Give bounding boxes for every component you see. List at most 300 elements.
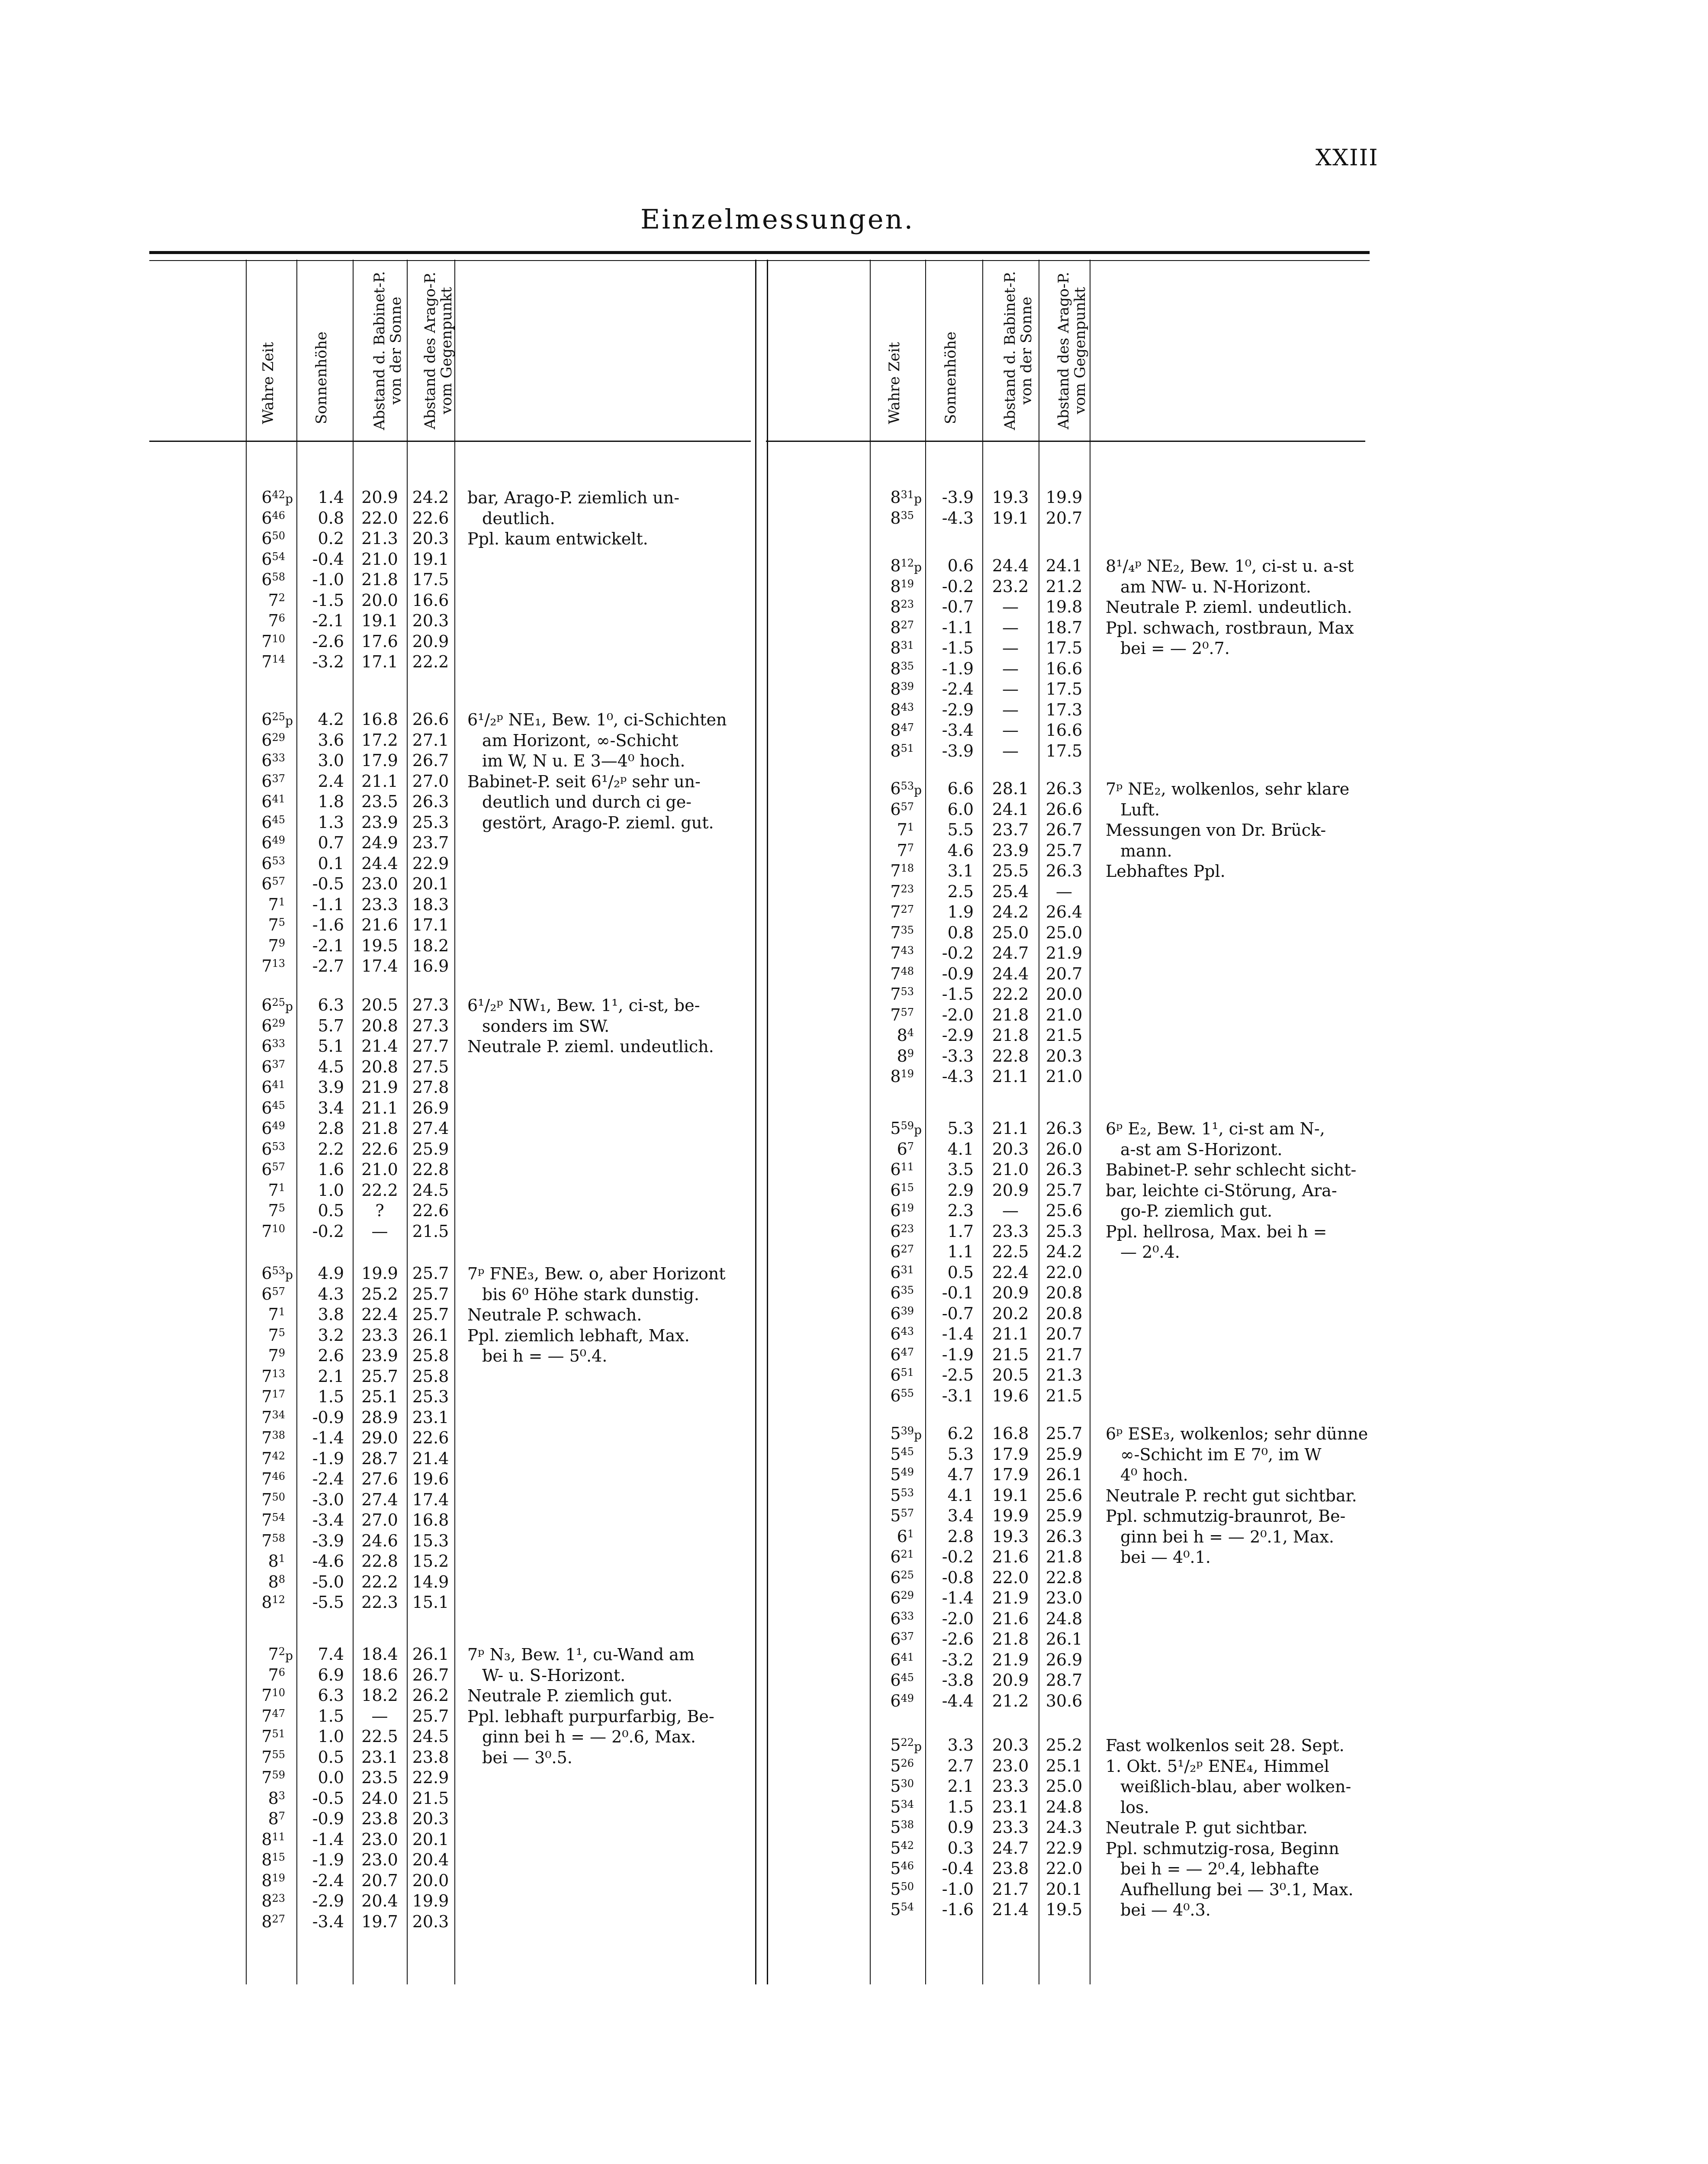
right-sonnenhoehe-cell: -0.2 [942,576,974,596]
right-sonnenhoehe-cell: -3.4 [942,721,974,740]
right-babinet-cell: 21.9 [992,1588,1029,1607]
time-hour: 6 [890,1629,901,1649]
left-sonnenhoehe-cell: 5.1 [318,1037,344,1056]
left-time-cell [248,1593,293,1613]
time-minute: 10 [272,1222,286,1235]
time-minute: 58 [272,571,286,583]
left-header-arago-label: Abstand des Arago-P. vom Gegenpunkt [421,272,455,429]
time-pm-marker: p [285,714,293,728]
time-minute: 15 [272,1851,286,1863]
right-babinet-cell: 20.9 [992,1180,1029,1200]
left-arago-cell: 14.9 [412,1572,449,1591]
right-arago-cell: 20.1 [1045,1879,1083,1899]
time-hour: 6 [890,1180,901,1200]
time-minute: 31 [901,639,914,651]
right-arago-cell: 21.5 [1045,1026,1083,1045]
time-minute: 6 [278,1666,286,1678]
left-babinet-cell: 17.4 [361,956,398,976]
time-minute: 11 [901,1161,914,1173]
right-sonnenhoehe-cell: -2.5 [942,1365,974,1385]
time-minute: 10 [272,632,286,645]
time-hour: 8 [890,508,901,528]
right-arago-cell: 25.7 [1045,840,1083,860]
time-minute: 9 [907,1047,914,1059]
time-hour: 7 [268,915,279,934]
left-sonnenhoehe-cell: -2.7 [312,956,344,976]
right-time-cell [872,509,922,529]
time-hour: 8 [890,1067,901,1086]
time-minute: 27 [901,618,914,631]
right-time-cell [872,597,922,618]
time-hour: 7 [261,1510,272,1530]
right-sonnenhoehe-cell: -4.3 [942,1067,974,1086]
left-header-babinet-label: Abstand d. Babinet-P. von der Sonne [370,271,405,430]
right-sonnenhoehe-cell: -3.1 [942,1386,974,1405]
time-hour: 7 [890,902,901,921]
time-minute: 19 [901,1068,914,1080]
time-minute: 29 [272,1017,286,1029]
time-hour: 6 [261,751,272,770]
right-arago-cell: 20.0 [1045,985,1083,1004]
time-minute: 9 [278,937,286,949]
time-minute: 53 [901,1486,914,1499]
time-hour: 6 [890,1262,901,1282]
time-hour: 7 [261,1407,272,1427]
right-babinet-cell: 20.9 [992,1671,1029,1690]
left-remark-line: bar, Arago-P. ziemlich un- [467,488,680,507]
time-hour: 7 [261,1221,272,1241]
left-time-cell [248,1078,293,1098]
right-sonnenhoehe-cell: 2.9 [947,1180,974,1200]
time-minute: 25 [901,1568,914,1581]
right-sonnenhoehe-cell: -0.2 [942,1547,974,1566]
time-hour: 6 [890,1609,901,1628]
page-number: XXIII [1316,145,1379,171]
time-hour: 7 [890,964,901,983]
left-remark-line: 7ᵖ FNE₃, Bew. o, aber Horizont [467,1264,726,1283]
time-minute: 10 [272,1687,286,1699]
left-arago-cell: 27.3 [412,1016,449,1035]
left-arago-cell: 20.3 [412,529,449,548]
right-time-cell [872,638,922,659]
left-time-cell [248,813,293,834]
left-remark-line: ginn bei h = — 2⁰.6, Max. [482,1727,696,1746]
time-hour: 8 [890,638,901,657]
left-arago-cell: 27.1 [412,730,449,750]
right-babinet-cell: 22.0 [992,1568,1029,1587]
right-arago-cell: 21.5 [1045,1386,1083,1405]
left-time-cell [248,1871,293,1892]
right-remark-line: Ppl. schwach, rostbraun, Max [1106,618,1354,638]
time-hour: 7 [268,1645,279,1664]
left-remark-line: Ppl. lebhaft purpurfarbig, Be- [467,1707,714,1726]
left-remark-line: im W, N u. E 3—4⁰ hoch. [482,751,685,770]
right-babinet-cell: 23.9 [992,840,1029,860]
right-arago-cell: 25.7 [1045,1180,1083,1200]
left-arago-cell: 24.5 [412,1180,449,1200]
right-sonnenhoehe-cell: -3.9 [942,741,974,760]
left-time-cell [248,611,293,632]
left-arago-cell: 19.9 [412,1891,449,1910]
left-babinet-cell: 27.0 [361,1510,398,1530]
left-arago-cell: 18.3 [412,895,449,914]
time-hour: 7 [890,923,901,942]
right-sonnenhoehe-cell: 4.7 [947,1465,974,1484]
time-hour: 6 [890,1221,901,1241]
right-babinet-cell: 20.3 [992,1139,1029,1159]
time-minute: 11 [272,1830,286,1843]
time-hour: 6 [890,1242,901,1261]
time-minute: 45 [272,1099,286,1111]
left-time-cell [248,1768,293,1789]
right-arago-cell: 22.8 [1045,1568,1083,1587]
left-time-cell [248,1367,293,1388]
right-sonnenhoehe-cell: -2.6 [942,1629,974,1649]
time-minute: 29 [272,731,286,744]
left-sonnenhoehe-cell: 4.3 [318,1284,344,1304]
left-sonnenhoehe-cell: 4.5 [318,1057,344,1076]
right-header-hoehe-label: Sonnenhöhe [942,332,959,424]
left-time-cell [248,1469,293,1490]
right-babinet-cell: 22.4 [992,1262,1029,1282]
time-minute: 1 [278,1181,286,1194]
right-time-cell [872,1900,922,1921]
right-time-cell [872,741,922,762]
right-time-cell [872,1445,922,1465]
time-minute: 27 [901,903,914,915]
left-time-cell [248,1830,293,1851]
time-hour: 6 [890,1365,901,1385]
left-babinet-cell: 25.1 [361,1387,398,1406]
right-babinet-cell: 21.9 [992,1650,1029,1669]
time-minute: 1 [278,895,286,908]
right-time-cell [872,1465,922,1486]
time-hour: 6 [261,1037,272,1056]
left-arago-cell: 20.9 [412,631,449,651]
right-arago-cell: — [1056,882,1072,901]
time-minute: 19 [901,1202,914,1214]
time-hour: 8 [890,576,901,596]
right-arago-cell: 28.7 [1045,1671,1083,1690]
time-minute: 26 [901,1757,914,1769]
time-hour: 5 [890,1900,901,1919]
left-remark-line: W- u. S-Horizont. [482,1665,626,1685]
left-babinet-cell: 20.5 [361,995,398,1014]
time-hour: 7 [261,1686,272,1705]
left-sonnenhoehe-cell: -2.6 [312,631,344,651]
time-hour: 8 [268,1788,279,1808]
left-time-cell [248,632,293,653]
time-hour: 7 [261,1449,272,1468]
time-minute: 37 [272,1058,286,1070]
left-sonnenhoehe-cell: -1.1 [312,895,344,914]
left-sonnenhoehe-cell: 1.3 [318,812,344,832]
left-babinet-cell: 21.1 [361,1098,398,1117]
right-column-line [870,260,871,1984]
right-time-cell [872,1880,922,1900]
right-arago-cell: 20.7 [1045,964,1083,983]
right-time-cell [872,1386,922,1407]
time-pm-marker: p [914,783,922,797]
right-sonnenhoehe-cell: 4.1 [947,1485,974,1505]
left-sonnenhoehe-cell: -2.1 [312,936,344,955]
right-remark-line: Ppl. hellrosa, Max. bei h = [1106,1222,1327,1241]
left-remark-line: 7ᵖ N₃, Bew. 1¹, cu-Wand am [467,1645,695,1664]
right-babinet-cell: 17.9 [992,1444,1029,1464]
left-time-cell [248,652,293,673]
time-hour: 8 [890,679,901,699]
time-minute: 41 [272,1079,286,1091]
right-arago-cell: 30.6 [1045,1691,1083,1710]
left-remark-line: Babinet-P. seit 6¹/₂ᵖ sehr un- [467,772,701,791]
right-arago-cell: 22.0 [1045,1859,1083,1878]
left-sonnenhoehe-cell: 3.8 [318,1305,344,1324]
left-sonnenhoehe-cell: 4.2 [318,710,344,729]
time-minute: 57 [272,875,286,887]
left-sonnenhoehe-cell: -0.9 [312,1407,344,1427]
left-babinet-cell: 19.1 [361,611,398,630]
right-babinet-cell: 22.2 [992,985,1029,1004]
time-hour: 7 [261,652,272,671]
time-hour: 6 [261,1098,272,1117]
right-babinet-cell: 19.1 [992,1485,1029,1505]
time-minute: 50 [272,530,286,542]
right-sonnenhoehe-cell: 2.5 [947,882,974,901]
left-remark-line: bei h = — 5⁰.4. [482,1346,608,1365]
time-minute: 54 [901,1901,914,1913]
right-sonnenhoehe-cell: -1.0 [942,1879,974,1899]
right-time-cell [872,861,922,882]
time-minute: 35 [901,509,914,522]
left-time-cell [248,529,293,550]
left-sonnenhoehe-cell: 3.2 [318,1325,344,1345]
left-arago-cell: 25.7 [412,1264,449,1283]
right-remark-line: bei h = — 2⁰.4, lebhafte [1120,1859,1319,1878]
right-arago-cell: 26.3 [1045,861,1083,880]
left-sonnenhoehe-cell: 0.0 [318,1768,344,1787]
right-sonnenhoehe-cell: 3.3 [947,1736,974,1755]
left-sonnenhoehe-cell: 2.4 [318,771,344,791]
left-sonnenhoehe-cell: 6.3 [318,995,344,1014]
left-sonnenhoehe-cell: -2.4 [312,1871,344,1890]
right-arago-cell: 26.3 [1045,1160,1083,1179]
right-babinet-cell: 23.7 [992,820,1029,839]
left-arago-cell: 26.6 [412,710,449,729]
time-minute: 2 [278,1646,286,1658]
left-time-cell [248,772,293,792]
right-babinet-cell: 23.2 [992,576,1029,596]
left-sonnenhoehe-cell: 6.3 [318,1686,344,1705]
left-arago-cell: 26.1 [412,1645,449,1664]
right-remark-line: bar, leichte ci-Störung, Ara- [1106,1181,1337,1200]
right-babinet-cell: — [1002,700,1019,719]
right-arago-cell: 16.6 [1045,659,1083,678]
right-remark-line: 8¹/₄ᵖ NE₂, Bew. 1⁰, ci-st u. a-st [1106,557,1354,576]
time-hour: 7 [890,985,901,1004]
left-sonnenhoehe-cell: 1.0 [318,1727,344,1746]
right-babinet-cell: — [1002,1201,1019,1220]
time-minute: 50 [901,1880,914,1893]
time-minute: 34 [272,1408,286,1421]
time-minute: 48 [901,965,914,977]
time-hour: 7 [261,1428,272,1447]
time-minute: 18 [901,862,914,874]
left-arago-cell: 25.8 [412,1346,449,1365]
left-arago-cell: 21.4 [412,1449,449,1468]
left-arago-cell: 20.0 [412,1871,449,1890]
left-babinet-cell: 23.1 [361,1747,398,1767]
right-time-cell [872,1324,922,1345]
time-hour: 5 [890,1859,901,1878]
left-sonnenhoehe-cell: -3.4 [312,1510,344,1530]
left-arago-cell: 16.8 [412,1510,449,1530]
right-time-cell [872,1671,922,1691]
right-arago-cell: 16.6 [1045,721,1083,740]
left-babinet-cell: 21.6 [361,915,398,934]
left-arago-cell: 27.0 [412,771,449,791]
right-remark-line: Aufhellung bei — 3⁰.1, Max. [1120,1880,1354,1899]
time-minute: 53 [901,985,914,998]
left-babinet-cell: 29.0 [361,1428,398,1447]
left-time-cell [248,1222,293,1243]
time-hour: 5 [890,1485,901,1505]
right-time-cell [872,820,922,841]
time-minute: 22 [901,1736,914,1749]
right-sonnenhoehe-cell: -2.4 [942,679,974,699]
left-arago-cell: 22.8 [412,1160,449,1179]
left-time-cell [248,488,293,509]
left-time-cell [248,1748,293,1768]
left-time-cell [248,1285,293,1305]
right-babinet-cell: 25.0 [992,923,1029,942]
right-arago-cell: 25.1 [1045,1756,1083,1775]
time-hour: 6 [890,1283,901,1302]
left-time-cell [248,1490,293,1511]
right-arago-cell: 19.5 [1045,1900,1083,1919]
time-hour: 6 [261,1078,272,1097]
right-remark-line: Babinet-P. sehr schlecht sicht- [1106,1160,1357,1179]
right-babinet-cell: 21.6 [992,1609,1029,1628]
time-pm-marker: p [914,492,922,506]
right-babinet-cell: 21.0 [992,1160,1029,1179]
time-hour: 6 [261,833,272,852]
time-pm-marker: p [914,1739,922,1754]
right-babinet-cell: — [1002,659,1019,678]
right-remark-line: Ppl. schmutzig-rosa, Beginn [1106,1839,1339,1858]
right-time-cell [872,1568,922,1589]
right-sonnenhoehe-cell: -1.6 [942,1900,974,1919]
right-arago-cell: 21.9 [1045,944,1083,963]
right-sonnenhoehe-cell: 0.6 [947,556,974,575]
right-time-cell [872,1242,922,1263]
left-remark-line: Neutrale P. schwach. [467,1305,642,1324]
time-hour: 6 [261,1264,272,1283]
right-remark-line: bei — 4⁰.1. [1120,1548,1211,1567]
right-arago-cell: 23.0 [1045,1588,1083,1607]
right-arago-cell: 26.6 [1045,799,1083,819]
time-minute: 7 [907,1140,914,1153]
right-remark-line: bei — 4⁰.3. [1120,1900,1211,1919]
left-sonnenhoehe-cell: -0.5 [312,1788,344,1808]
left-sonnenhoehe-cell: 5.7 [318,1016,344,1035]
right-arago-cell: 19.9 [1045,488,1083,507]
right-babinet-cell: 25.5 [992,861,1029,880]
left-arago-cell: 26.3 [412,792,449,811]
left-babinet-cell: 22.8 [361,1552,398,1571]
left-sonnenhoehe-cell: 0.5 [318,1747,344,1767]
left-babinet-cell: 27.4 [361,1490,398,1509]
left-time-cell [248,751,293,772]
left-sonnenhoehe-cell: -1.4 [312,1428,344,1447]
left-time-cell [248,1809,293,1830]
right-time-cell [872,679,922,700]
right-time-cell [872,1547,922,1568]
time-hour: 6 [261,710,272,729]
left-babinet-cell: 20.4 [361,1891,398,1910]
time-hour: 6 [261,771,272,791]
left-sonnenhoehe-cell: 0.5 [318,1201,344,1220]
left-arago-cell: 22.6 [412,508,449,528]
right-sonnenhoehe-cell: 1.1 [947,1242,974,1261]
time-minute: 42 [272,489,286,501]
left-arago-cell: 26.7 [412,1665,449,1684]
time-minute: 14 [272,653,286,665]
right-remark-line: Messungen von Dr. Brück- [1106,821,1326,840]
left-babinet-cell: 23.5 [361,1768,398,1787]
left-babinet-cell: 28.7 [361,1449,398,1468]
left-arago-cell: 25.7 [412,1706,449,1726]
left-sonnenhoehe-cell: -2.9 [312,1891,344,1910]
right-arago-cell: 25.6 [1045,1485,1083,1505]
left-time-cell [248,1912,293,1933]
time-minute: 45 [901,1445,914,1458]
left-sonnenhoehe-cell: -5.0 [312,1572,344,1591]
time-minute: 7 [907,841,914,854]
left-remark-line: gestört, Arago-P. zieml. gut. [482,813,714,832]
right-sonnenhoehe-cell: -0.1 [942,1283,974,1302]
left-sonnenhoehe-cell: -2.1 [312,611,344,630]
right-remark-line: ginn bei h = — 2⁰.1, Max. [1120,1527,1334,1546]
right-arago-cell: 17.3 [1045,700,1083,719]
right-time-cell [872,1588,922,1609]
left-time-cell [248,1531,293,1552]
left-arago-cell: 20.4 [412,1850,449,1869]
time-minute: 6 [278,612,286,624]
right-arago-cell: 17.5 [1045,679,1083,699]
right-time-cell [872,1047,922,1067]
right-babinet-cell: 25.4 [992,882,1029,901]
right-arago-cell: 24.3 [1045,1818,1083,1837]
right-remark-line: 6ᵖ E₂, Bew. 1¹, ci-st am N-, [1106,1119,1325,1138]
right-babinet-cell: 23.3 [992,1818,1029,1837]
time-minute: 34 [901,1798,914,1810]
left-arago-cell: 26.7 [412,751,449,770]
left-time-cell [248,731,293,751]
right-time-cell [872,1859,922,1880]
time-hour: 6 [890,1201,901,1220]
right-time-cell [872,944,922,964]
left-babinet-cell: 24.4 [361,853,398,873]
left-sonnenhoehe-cell: -0.2 [312,1221,344,1241]
right-arago-cell: 20.7 [1045,508,1083,528]
right-babinet-cell: 21.7 [992,1879,1029,1899]
time-minute: 42 [901,1839,914,1852]
right-sonnenhoehe-cell: -0.9 [942,964,974,983]
right-arago-cell: 26.3 [1045,779,1083,798]
right-sonnenhoehe-cell: -1.4 [942,1588,974,1607]
right-sonnenhoehe-cell: 1.7 [947,1221,974,1241]
left-sonnenhoehe-cell: 1.5 [318,1706,344,1726]
